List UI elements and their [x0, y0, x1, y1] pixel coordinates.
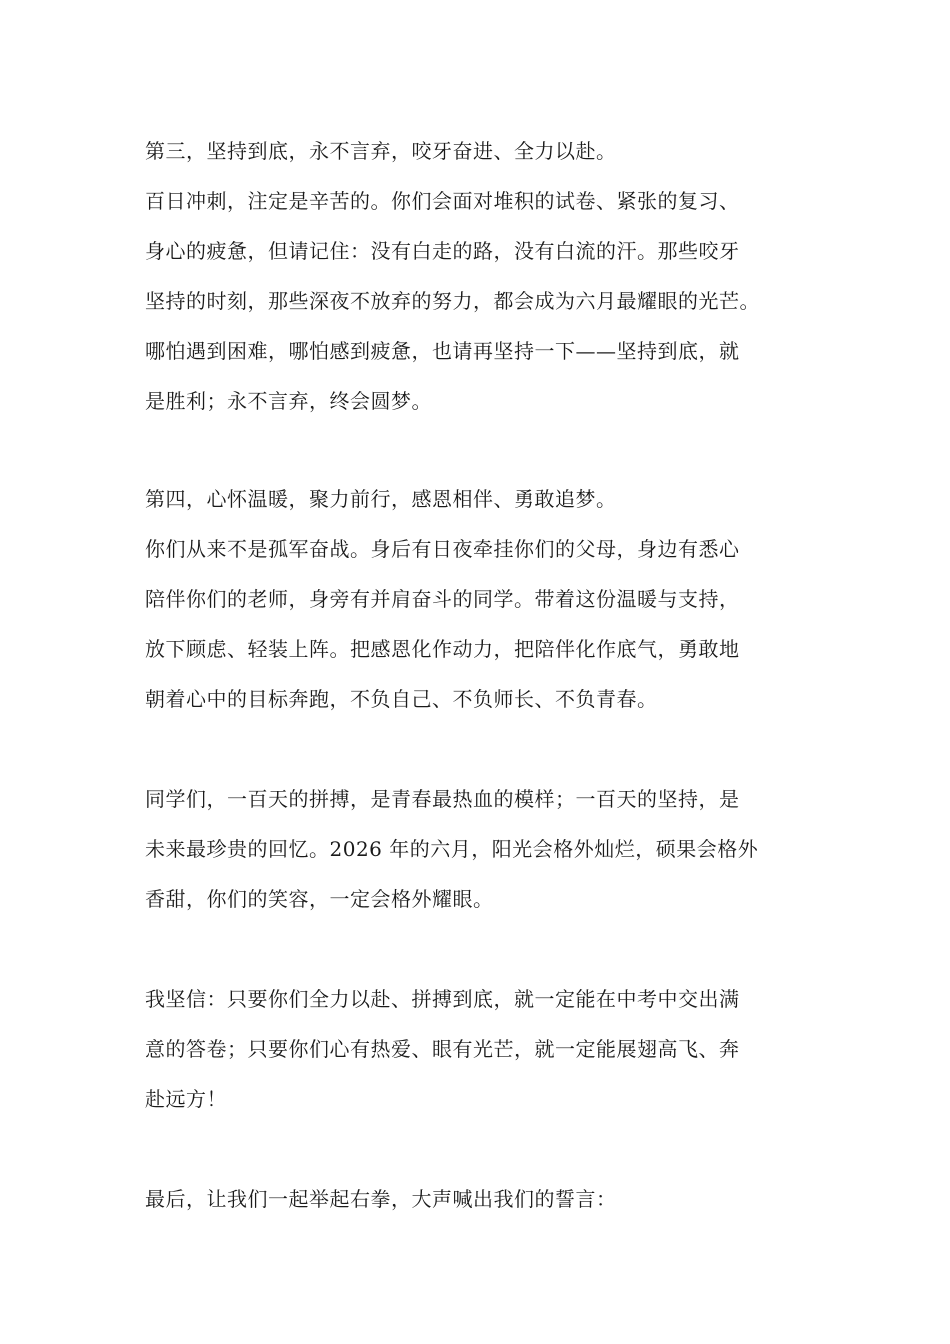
paragraph-line: 朝着心中的目标奔跑，不负自己、不负师长、不负青春。 — [145, 687, 658, 711]
paragraph-line: 百日冲刺，注定是辛苦的。你们会面对堆积的试卷、紧张的复习、 — [145, 189, 740, 213]
paragraph-line: 未来最珍贵的回忆。2026 年的六月，阳光会格外灿烂，硕果会格外 — [145, 837, 759, 861]
section-heading-fourth: 第四，心怀温暖，聚力前行，感恩相伴、勇敢追梦。 — [145, 487, 617, 511]
paragraph-line: 同学们，一百天的拼搏，是青春最热血的模样；一百天的坚持，是 — [145, 787, 740, 811]
paragraph-line: 是胜利；永不言弃，终会圆梦。 — [145, 389, 432, 413]
paragraph-line: 你们从来不是孤军奋战。身后有日夜牵挂你们的父母，身边有悉心 — [145, 537, 740, 561]
closing-line: 最后，让我们一起举起右拳，大声喊出我们的誓言： — [145, 1187, 617, 1211]
paragraph-line: 坚持的时刻，那些深夜不放弃的努力，都会成为六月最耀眼的光芒。 — [145, 289, 760, 313]
paragraph-line: 赴远方！ — [145, 1087, 227, 1111]
paragraph-line: 哪怕遇到困难，哪怕感到疲惫，也请再坚持一下——坚持到底，就 — [145, 339, 740, 363]
paragraph-line: 香甜，你们的笑容，一定会格外耀眼。 — [145, 887, 494, 911]
paragraph-line: 放下顾虑、轻装上阵。把感恩化作动力，把陪伴化作底气，勇敢地 — [145, 637, 740, 661]
paragraph-line: 意的答卷；只要你们心有热爱、眼有光芒，就一定能展翅高飞、奔 — [145, 1037, 740, 1061]
paragraph-line: 身心的疲惫，但请记住：没有白走的路，没有白流的汗。那些咬牙 — [145, 239, 740, 263]
paragraph-line: 我坚信：只要你们全力以赴、拼搏到底，就一定能在中考中交出满 — [145, 987, 740, 1011]
paragraph-line: 陪伴你们的老师，身旁有并肩奋斗的同学。带着这份温暖与支持， — [145, 587, 740, 611]
section-heading-third: 第三，坚持到底，永不言弃，咬牙奋进、全力以赴。 — [145, 139, 617, 163]
